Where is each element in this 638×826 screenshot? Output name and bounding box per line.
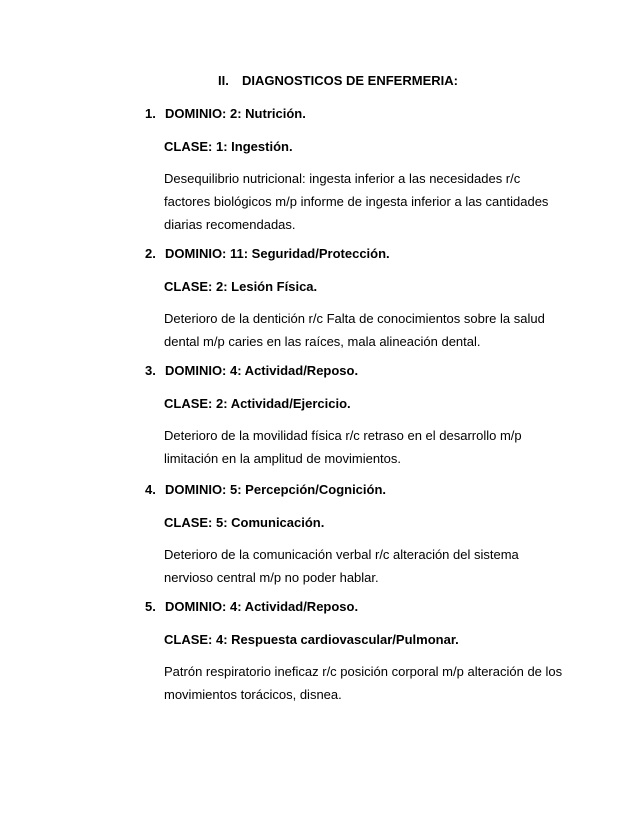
description-line: Deterioro de la comunicación verbal r/c alteración del sistema	[164, 547, 519, 562]
description-line: Deterioro de la dentición r/c Falta de conocimientos sobre la salud	[164, 311, 545, 326]
dominio-heading	[145, 363, 358, 378]
item-number: 2.	[145, 246, 156, 261]
diagnosis-description	[164, 543, 564, 589]
dominio-text: DOMINIO: 11: Seguridad/Protección.	[165, 246, 390, 261]
description-line: factores biológicos m/p informe de ingesta inferior a las cantidades	[164, 194, 549, 209]
diagnosis-description	[164, 660, 564, 706]
section-number: II.	[218, 73, 229, 88]
description-line: limitación en la amplitud de movimientos.	[164, 451, 401, 466]
clase-heading: CLASE: 2: Actividad/Ejercicio.	[164, 396, 351, 411]
section-heading	[218, 73, 458, 88]
clase-heading: CLASE: 2: Lesión Física.	[164, 279, 318, 294]
description-line: dental m/p caries en las raíces, mala alineación dental.	[164, 334, 481, 349]
diagnosis-description	[164, 307, 564, 353]
clase-heading: CLASE: 4: Respuesta cardiovascular/Pulmonar.	[164, 632, 459, 647]
dominio-heading	[145, 599, 358, 614]
dominio-text: DOMINIO: 5: Percepción/Cognición.	[165, 482, 387, 497]
dominio-text: DOMINIO: 4: Actividad/Reposo.	[165, 363, 359, 378]
diagnosis-description	[164, 167, 564, 236]
description-line: movimientos torácicos, disnea.	[164, 687, 342, 702]
section-title-text: DIAGNOSTICOS DE ENFERMERIA:	[242, 73, 458, 88]
description-line: nervioso central m/p no poder hablar.	[164, 570, 379, 585]
dominio-text: DOMINIO: 2: Nutrición.	[165, 106, 306, 121]
diagnosis-description	[164, 424, 564, 470]
item-number: 4.	[145, 482, 156, 497]
item-number: 1.	[145, 106, 156, 121]
item-number: 5.	[145, 599, 156, 614]
clase-heading: CLASE: 1: Ingestión.	[164, 139, 293, 154]
item-number: 3.	[145, 363, 156, 378]
clase-heading: CLASE: 5: Comunicación.	[164, 515, 325, 530]
dominio-heading	[145, 246, 390, 261]
description-line: Patrón respiratorio ineficaz r/c posición corporal m/p alteración de los	[164, 664, 563, 679]
description-line: diarias recomendadas.	[164, 217, 296, 232]
description-line: Desequilibrio nutricional: ingesta inferior a las necesidades r/c	[164, 171, 521, 186]
description-line: Deterioro de la movilidad física r/c retraso en el desarrollo m/p	[164, 428, 522, 443]
dominio-heading	[145, 106, 306, 121]
dominio-heading	[145, 482, 386, 497]
dominio-text: DOMINIO: 4: Actividad/Reposo.	[165, 599, 359, 614]
